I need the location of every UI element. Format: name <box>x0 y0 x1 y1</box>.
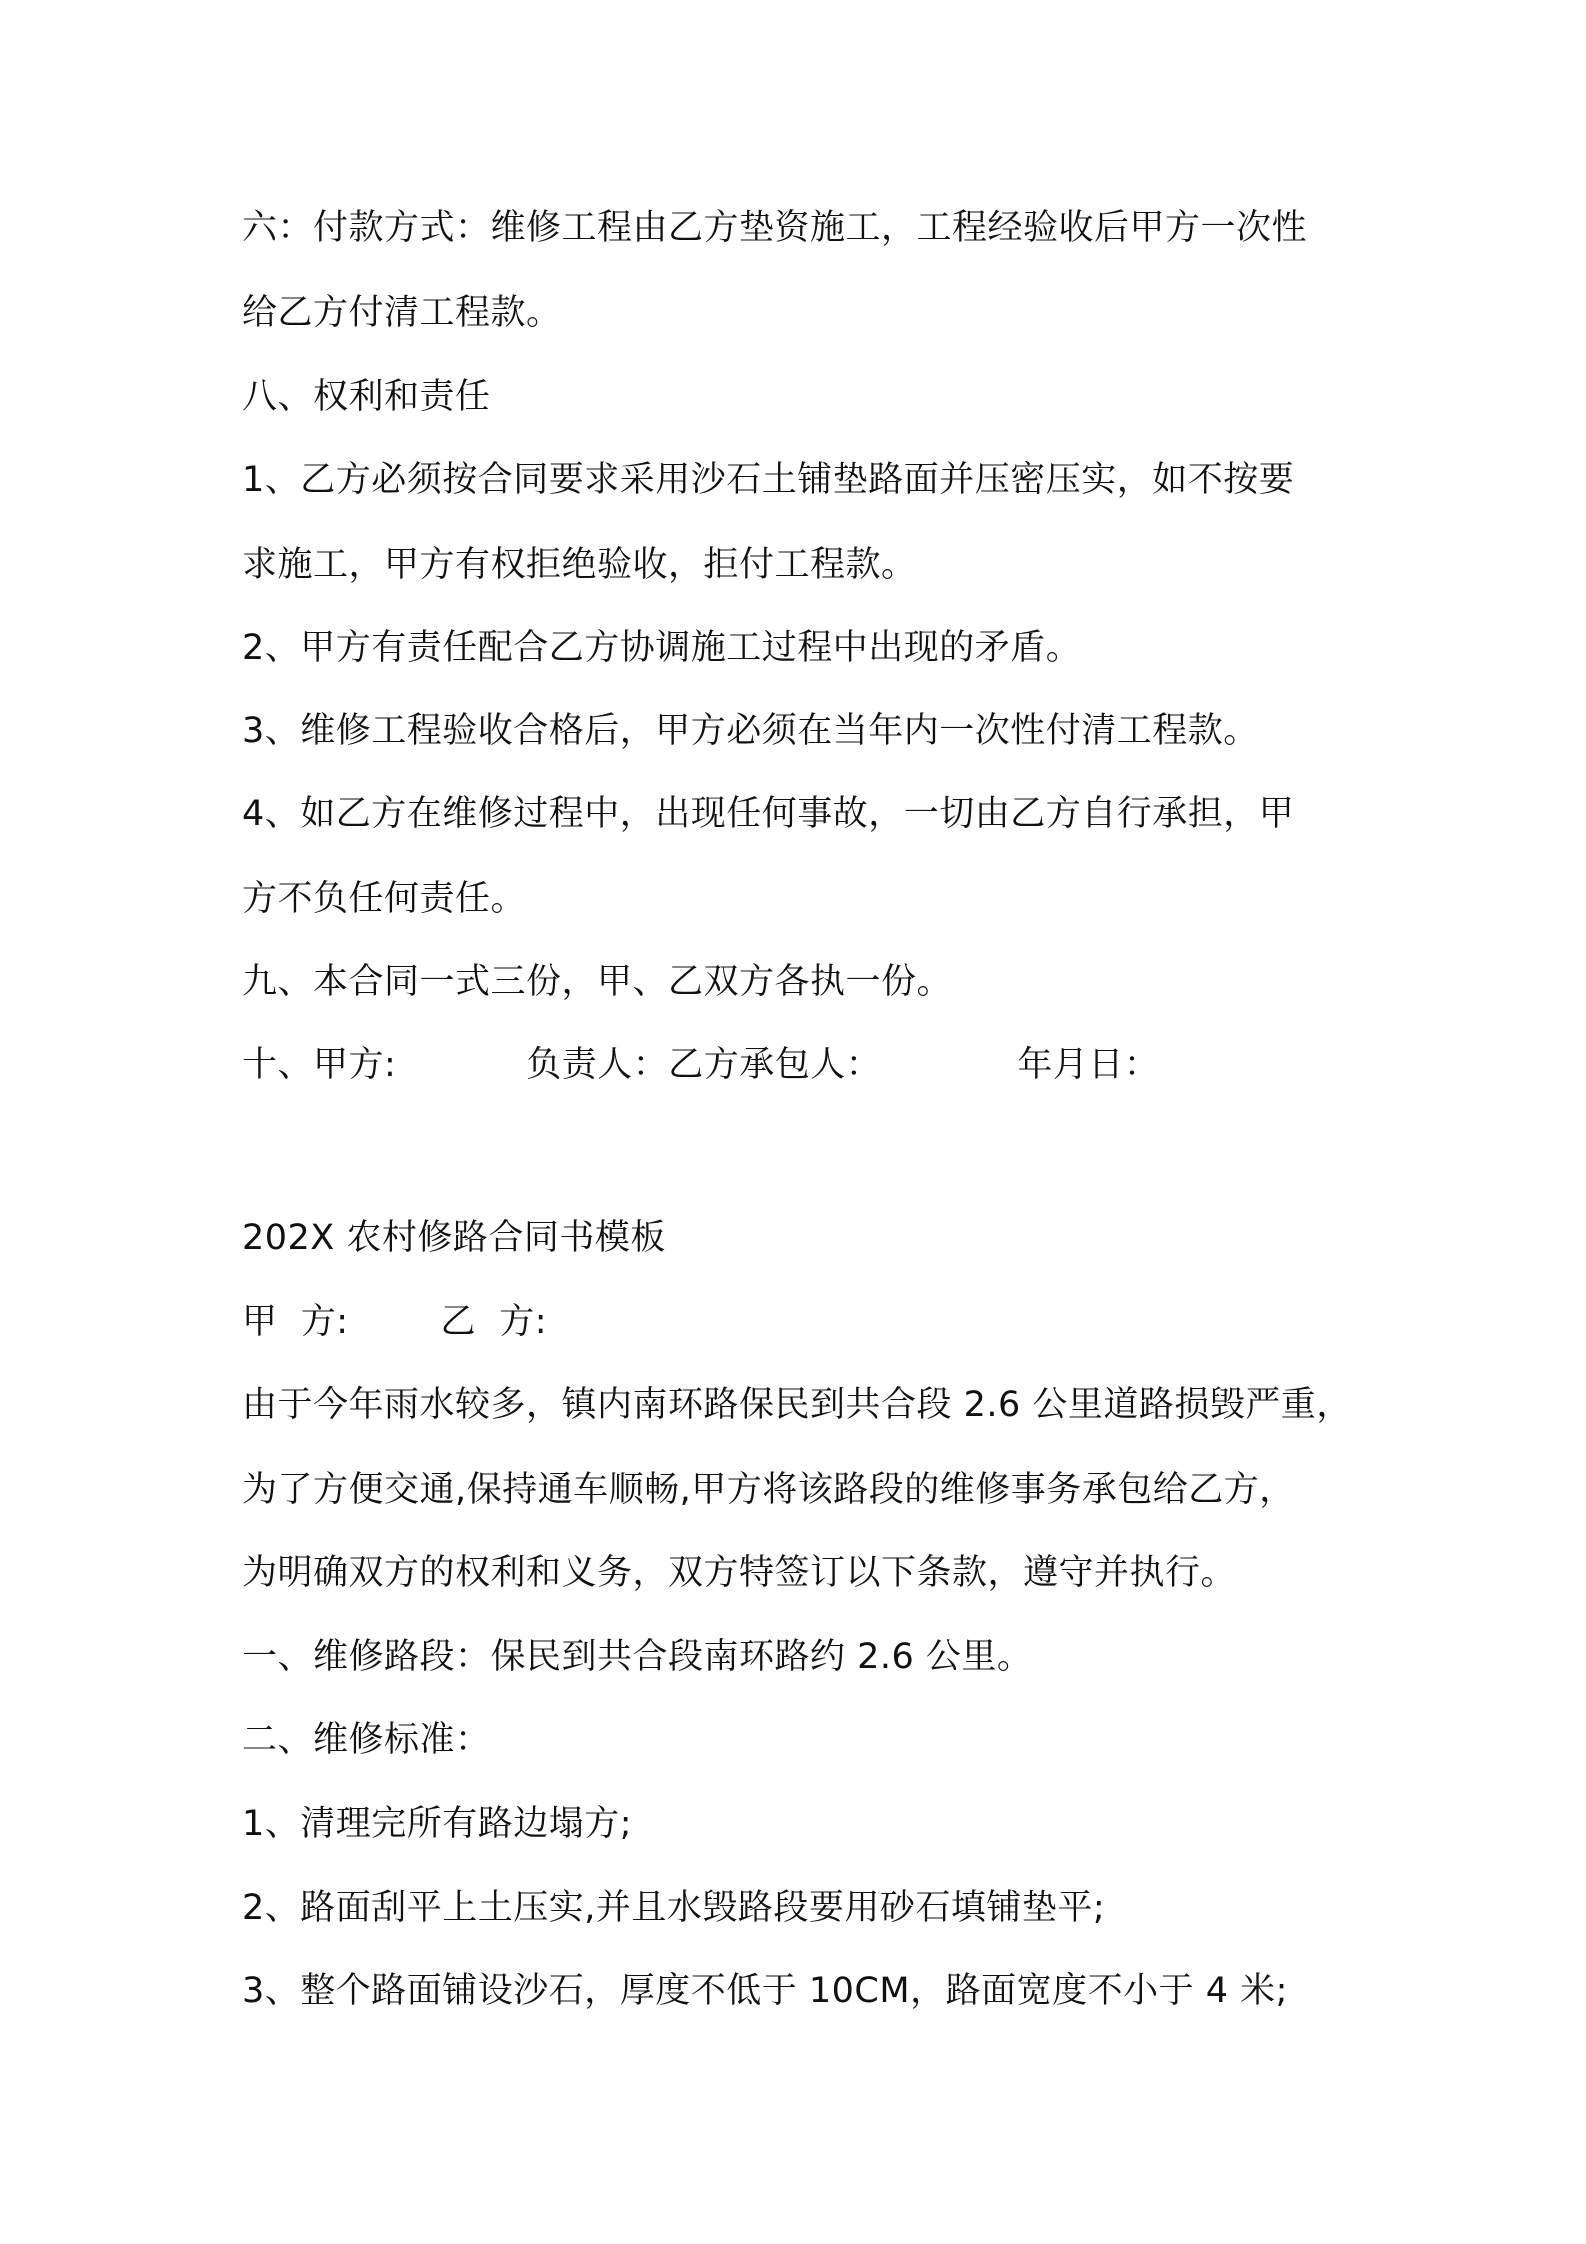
rights-item-4-line1: 4、如乙方在维修过程中，出现任何事故，一切由乙方自行承担，甲 <box>242 794 1295 834</box>
signature-date: 年月日： <box>1017 1045 1160 1085</box>
rights-item-4-line2: 方不负任何责任。 <box>242 879 527 919</box>
intro-line3: 为明确双方的权利和义务，双方特签订以下条款，遵守并执行。 <box>242 1553 1237 1593</box>
standard-item-2: 2、路面刮平上土压实,并且水毁路段要用砂石填铺垫平; <box>242 1888 1106 1928</box>
road-section-clause: 一、维修路段：保民到共合段南环路约 2.6 公里。 <box>242 1637 1033 1677</box>
signature-party-a: 十、甲方: <box>242 1045 397 1085</box>
payment-clause-line1: 六：付款方式：维修工程由乙方垫资施工，工程经验收后甲方一次性 <box>242 208 1308 248</box>
party-b-label: 乙 方: <box>440 1302 548 1342</box>
party-a-label: 甲 方: <box>242 1302 349 1342</box>
rights-heading: 八、权利和责任 <box>242 377 491 417</box>
standard-item-1: 1、清理完所有路边塌方; <box>242 1804 633 1844</box>
standard-heading: 二、维修标准： <box>242 1720 491 1760</box>
signature-line <box>242 1041 1159 1089</box>
signature-responsible: 负责人：乙方承包人： <box>526 1045 882 1085</box>
intro-line2: 为了方便交通,保持通车顺畅,甲方将该路段的维修事务承包给乙方， <box>242 1470 1295 1510</box>
parties-line <box>242 1298 547 1346</box>
rights-item-1-line1: 1、乙方必须按合同要求采用沙石土铺垫路面并压密压实，如不按要 <box>242 460 1295 500</box>
standard-item-3: 3、整个路面铺设沙石，厚度不低于 10CM，路面宽度不小于 4 米; <box>242 1971 1288 2011</box>
rights-item-2: 2、甲方有责任配合乙方协调施工过程中出现的矛盾。 <box>242 628 1082 668</box>
copies-clause: 九、本合同一式三份，甲、乙双方各执一份。 <box>242 962 953 1002</box>
rights-item-3: 3、维修工程验收合格后，甲方必须在当年内一次性付清工程款。 <box>242 711 1259 751</box>
payment-clause-line2: 给乙方付清工程款。 <box>242 293 562 333</box>
contract-title: 202X 农村修路合同书模板 <box>242 1218 666 1258</box>
rights-item-1-line2: 求施工，甲方有权拒绝验收，拒付工程款。 <box>242 545 917 585</box>
intro-line1: 由于今年雨水较多，镇内南环路保民到共合段 2.6 公里道路损毁严重， <box>242 1385 1352 1425</box>
